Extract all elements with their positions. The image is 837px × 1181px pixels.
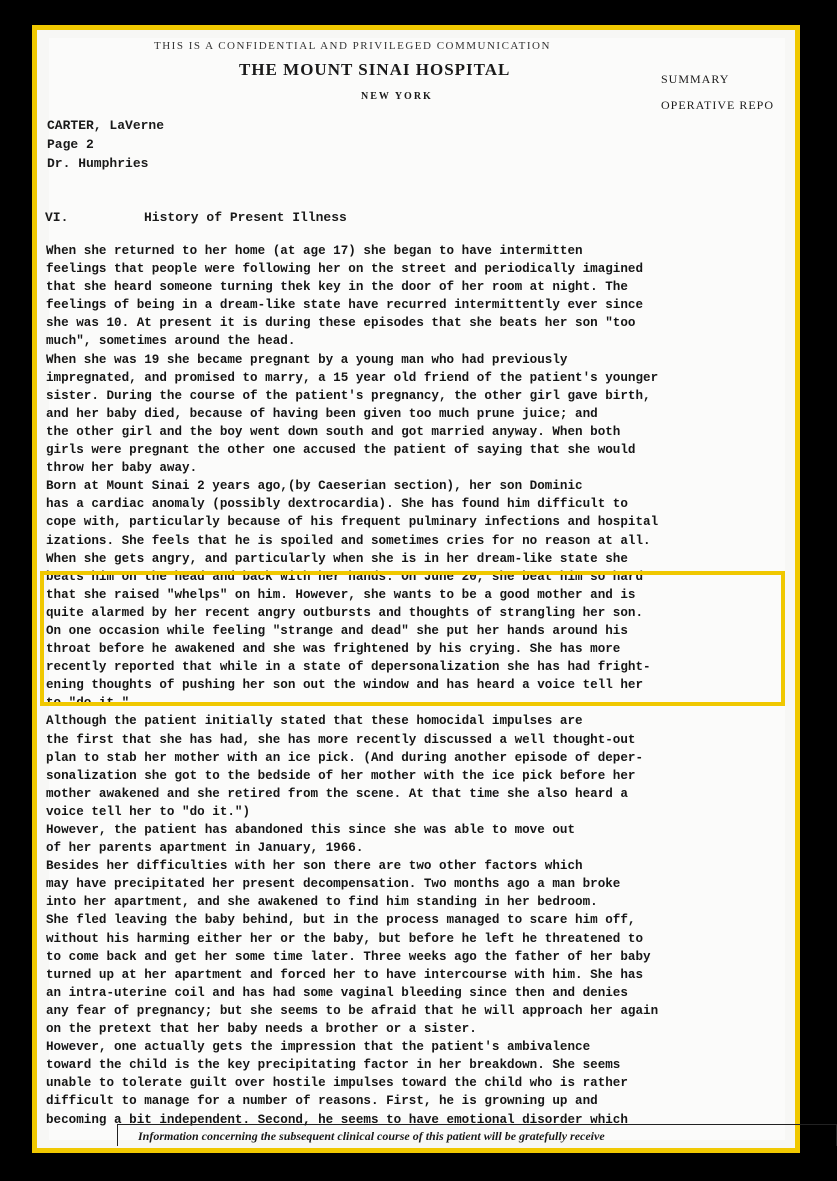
hospital-city: NEW YORK	[361, 91, 433, 102]
text-line: unable to tolerate guilt over hostile impulses toward the child who is rather	[46, 1076, 628, 1091]
text-line: may have precipitated her present decompensation. Two months ago a man broke	[46, 877, 621, 892]
patient-info	[47, 116, 164, 173]
text-line: the first that she has had, she has more recently discussed a well thought-out	[46, 732, 636, 747]
text-line: toward the child is the key precipitating factor in her breakdown. She seems	[46, 1058, 621, 1073]
text-line: an intra-uterine coil and has had some vaginal bleeding since then and denies	[46, 985, 628, 1000]
text-line: on the pretext that her baby needs a brother or a sister.	[46, 1022, 477, 1037]
confidential-banner: THIS IS A CONFIDENTIAL AND PRIVILEGED COMMUNICATION	[154, 40, 551, 52]
text-line: cope with, particularly because of his frequent pulminary infections and hospital	[46, 515, 659, 530]
text-line: to come back and get her some time later. Three weeks ago the father of her baby	[46, 949, 651, 964]
text-line: throat before he awakened and she was frightened by his crying. She has more	[46, 642, 621, 657]
section-title: History of Present Illness	[144, 210, 347, 225]
text-line: throw her baby away.	[46, 461, 198, 476]
text-line: Besides her difficulties with her son there are two other factors which	[46, 859, 583, 874]
text-line: sonalization she got to the bedside of her mother with the ice pick before her	[46, 768, 636, 783]
text-line: that she heard someone turning thek key in the door of her room at night. The	[46, 280, 628, 295]
text-line: to "do it."	[46, 696, 130, 711]
text-line: has a cardiac anomaly (possibly dextrocardia). She has found him difficult to	[46, 497, 628, 512]
page-number: Page 2	[47, 137, 94, 152]
text-line: without his harming either her or the baby, but before he left he threatened to	[46, 931, 644, 946]
text-line: Although the patient initially stated that these homocidal impulses are	[46, 714, 583, 729]
text-line: into her apartment, and she awakened to find him standing in her bedroom.	[46, 895, 598, 910]
report-type-operative: OPERATIVE REPO	[661, 98, 775, 112]
text-line: feelings that people were following her on the street and periodically imagined	[46, 262, 644, 277]
text-line: ening thoughts of pushing her son out the window and has heard a voice tell her	[46, 678, 644, 693]
text-line: becoming a bit independent. Second, he seems to have emotional disorder which	[46, 1112, 628, 1127]
text-line: of her parents apartment in January, 1966.	[46, 841, 364, 856]
text-line: difficult to manage for a number of reasons. First, he is growning up and	[46, 1094, 598, 1109]
text-line: mother awakened and she retired from the scene. At that time she also heard a	[46, 786, 628, 801]
text-line: When she returned to her home (at age 17) she began to have intermitten	[46, 244, 583, 258]
text-line: girls were pregnant the other one accused the patient of saying that she would	[46, 443, 636, 458]
text-line: izations. She feels that he is spoiled and sometimes cries for no reason at all.	[46, 533, 651, 548]
text-line: When she was 19 she became pregnant by a young man who had previously	[46, 352, 568, 367]
report-type-summary: SUMMARY	[661, 72, 730, 86]
text-line: voice tell her to "do it.")	[46, 804, 251, 819]
text-line: much", sometimes around the head.	[46, 334, 296, 349]
text-line: any fear of pregnancy; but she seems to be afraid that he will approach her again	[46, 1003, 659, 1018]
patient-name: CARTER, LaVerne	[47, 118, 165, 133]
text-line: However, one actually gets the impression that the patient's ambivalence	[46, 1040, 591, 1055]
text-line: beats him on the head and back with her hands. On June 20, she beat him so hard	[46, 569, 644, 584]
text-line: sister. During the course of the patient's pregnancy, the other girl gave birth,	[46, 388, 651, 403]
footer-note: Information concerning the subsequent clinical course of this patient will be gratefully receive	[117, 1124, 837, 1146]
text-line: and her baby died, because of having been given too much prune juice; and	[46, 406, 598, 421]
text-line: When she gets angry, and particularly when she is in her dream-like state she	[46, 551, 628, 566]
text-line: quite alarmed by her recent angry outbursts and thoughts of strangling her son.	[46, 605, 644, 620]
text-line: Born at Mount Sinai 2 years ago,(by Caeserian section), her son Dominic	[46, 479, 583, 494]
text-line: that she raised "whelps" on him. However, she wants to be a good mother and is	[46, 587, 636, 602]
text-line: On one occasion while feeling "strange and dead" she put her hands around his	[46, 623, 628, 638]
text-line: plan to stab her mother with an ice pick. (And during another episode of deper-	[46, 750, 644, 765]
text-line: turned up at her apartment and forced her to have intercourse with him. She has	[46, 967, 644, 982]
text-line: recently reported that while in a state of depersonalization she has had fright-	[46, 660, 651, 675]
hospital-name: THE MOUNT SINAI HOSPITAL	[239, 60, 511, 79]
document-frame	[32, 25, 800, 1153]
text-line: However, the patient has abandoned this since she was able to move out	[46, 823, 576, 837]
document-page	[45, 38, 785, 1143]
text-line: the other girl and the boy went down south and got married anyway. When both	[46, 424, 621, 439]
text-line: She fled leaving the baby behind, but in the process managed to scare him off,	[46, 913, 636, 928]
section-number: VI.	[45, 210, 69, 225]
history-text	[46, 242, 806, 1129]
text-line: feelings of being in a dream-like state have recurred intermittently ever since	[46, 298, 644, 313]
text-line: impregnated, and promised to marry, a 15 year old friend of the patient's younger	[46, 370, 659, 385]
doctor-name: Dr. Humphries	[47, 156, 149, 171]
text-line: she was 10. At present it is during these episodes that she beats her son "too	[46, 316, 636, 331]
